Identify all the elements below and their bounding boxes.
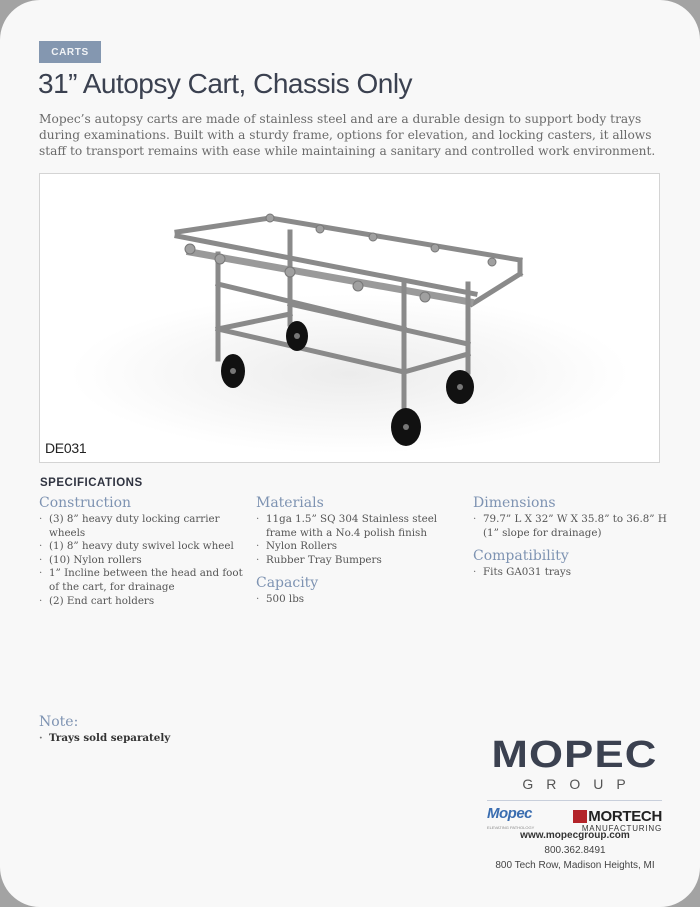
list-item: · Nylon Rollers	[256, 540, 446, 554]
spec-column-construction	[39, 495, 244, 616]
spec-column-dimensions	[473, 495, 668, 588]
mopec-sub-logo-text: Mopec	[487, 805, 533, 822]
list-item: · (1) 8” heavy duty swivel lock wheel	[39, 540, 244, 554]
logo-divider	[487, 800, 662, 801]
list-item: · (3) 8” heavy duty locking carrier wheels	[39, 513, 244, 540]
category-tag: CARTS	[39, 41, 101, 63]
logo-main-text: MOPEC	[491, 734, 658, 776]
list-item: · (10) Nylon rollers	[39, 554, 244, 568]
note-list	[39, 732, 259, 746]
list-item: · Trays sold separately	[39, 732, 259, 746]
mopec-group-logo	[487, 734, 662, 835]
logo-sub-text: GROUP	[522, 776, 639, 792]
compatibility-heading: Compatibility	[473, 548, 569, 565]
list-item: · 1” Incline between the head and foot of the cart, for drainage	[39, 567, 244, 594]
list-item: · Fits GA031 trays	[473, 566, 668, 580]
page-title: 31” Autopsy Cart, Chassis Only	[38, 68, 413, 99]
construction-heading: Construction	[39, 495, 132, 511]
capacity-heading: Capacity	[256, 575, 319, 592]
list-item: · 500 lbs	[256, 593, 446, 607]
materials-heading: Materials	[256, 495, 324, 511]
cart-illustration-icon	[40, 174, 660, 463]
product-image	[39, 173, 660, 463]
dimensions-heading: Dimensions	[473, 495, 556, 511]
product-description: Mopec’s autopsy carts are made of stainless steel and are a durable design to support body trays during examinations. Built with a sturdy frame, options for elevation, and locking casters, it allows staff to transport remains with ease while maintaining a sanitary and controlled work environment.	[39, 112, 656, 158]
specifications-heading: SPECIFICATIONS	[40, 477, 143, 489]
capacity-list	[256, 593, 446, 607]
compatibility-list	[473, 566, 668, 580]
note-heading: Note:	[39, 714, 79, 730]
list-item: · 79.7” L X 32” W X 35.8” to 36.8” H (1” slope for drainage)	[473, 513, 668, 540]
phone-number: 800.362.8491	[544, 845, 606, 856]
list-item: · 11ga 1.5” SQ 304 Stainless steel frame with a No.4 polish finish	[256, 513, 446, 540]
materials-list	[256, 513, 446, 567]
spec-column-materials	[256, 495, 446, 615]
address: 800 Tech Row, Madison Heights, MI	[495, 860, 655, 871]
website-link[interactable]: www.mopecgroup.com	[520, 830, 630, 841]
note-section	[39, 714, 259, 754]
dimensions-list	[473, 513, 668, 540]
list-item: · (2) End cart holders	[39, 595, 244, 609]
product-code-label: DE031	[45, 440, 87, 456]
contact-info	[485, 828, 665, 873]
construction-list	[39, 513, 244, 608]
list-item: · Rubber Tray Bumpers	[256, 554, 446, 568]
mortech-logo-subtext: MANUFACTURING	[581, 823, 662, 833]
mopec-tagline: ELEVATING PATHOLOGY	[487, 825, 535, 830]
mortech-square-icon	[573, 810, 587, 823]
mortech-logo-text: MORTECH	[588, 807, 662, 825]
